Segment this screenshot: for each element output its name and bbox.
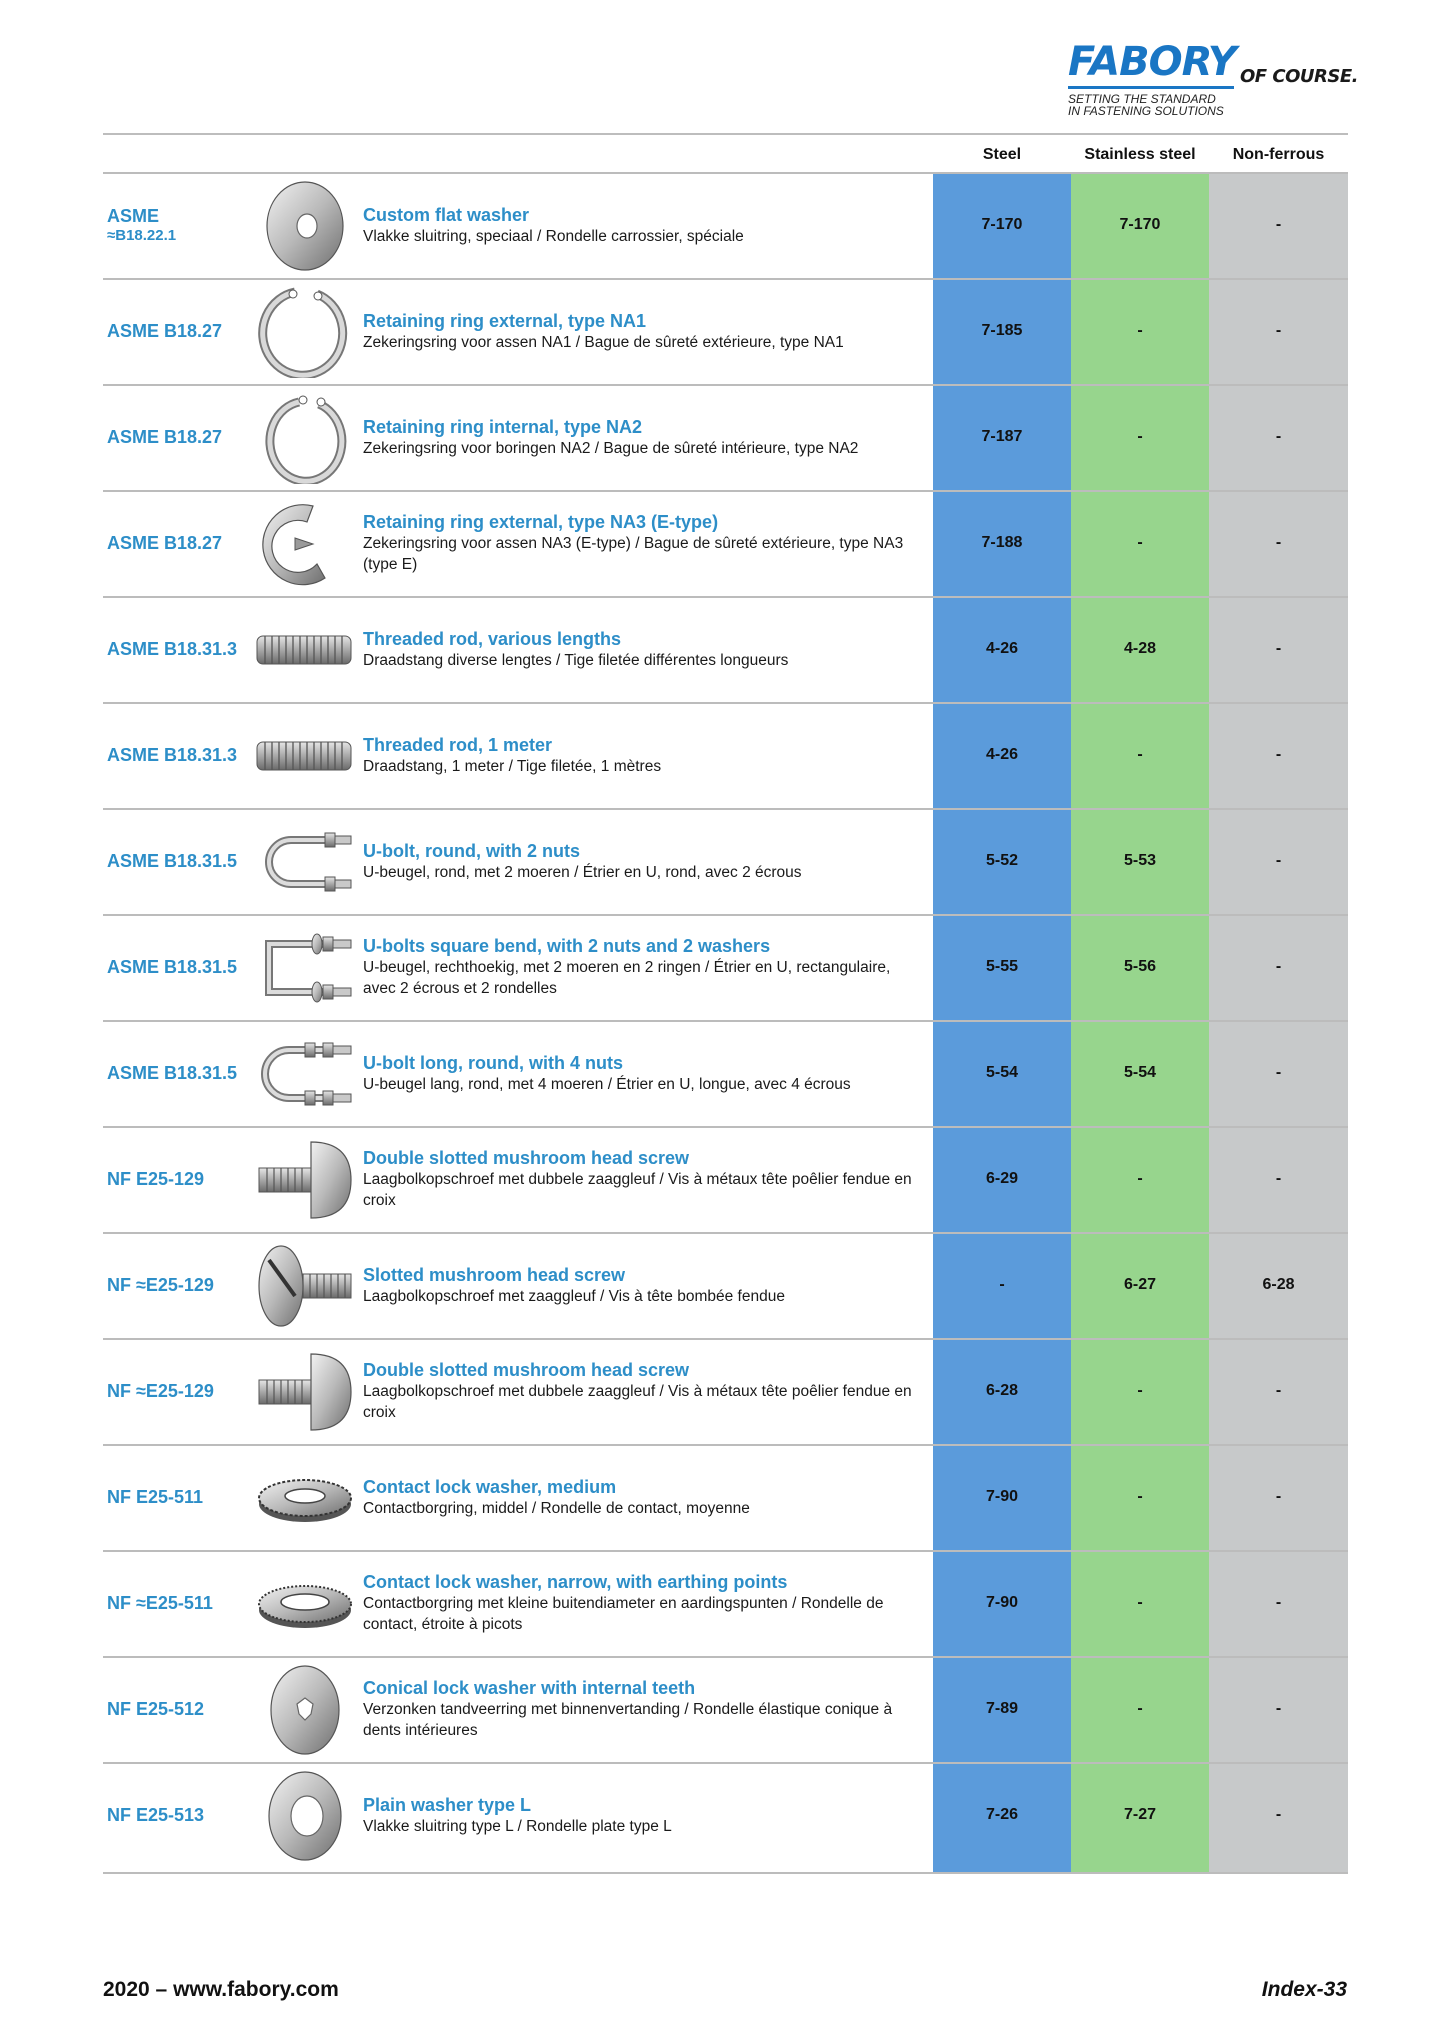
stainless-page-ref: - [1137,534,1143,551]
nonferrous-page-ref: - [1275,958,1282,975]
product-translation: U-beugel, rechthoekig, met 2 moeren en 2 ringen / Étrier en U, rectangulaire, avec 2 écrous et 2 rondelles [363,959,891,997]
steel-page-ref: 7-187 [981,428,1023,445]
table-row [103,1020,1348,1126]
standard-code: NF E25-129 [107,1169,205,1189]
plain-washer-icon [253,1770,357,1862]
product-title: Threaded rod, 1 meter [363,734,553,755]
logo-brand: FABORY [1068,39,1236,85]
standard-code: NF E25-511 [107,1487,204,1507]
product-translation: Contactborgring, middel / Rondelle de contact, moyenne [363,1499,750,1517]
stainless-page-ref: - [1137,1700,1143,1717]
nonferrous-page-ref: - [1275,534,1282,551]
nonferrous-page-ref: - [1275,746,1282,763]
stainless-page-ref: - [1137,1594,1143,1611]
nonferrous-page-ref: - [1275,852,1282,869]
table-row [103,1338,1348,1444]
column-header-nonferrous: Non-ferrous [1232,146,1325,163]
table-row [103,596,1348,702]
nonferrous-page-ref: - [1275,1594,1282,1611]
nonferrous-page-ref: - [1275,1382,1282,1399]
table-row [103,702,1348,808]
steel-page-ref: 6-29 [985,1170,1019,1187]
table-row [103,490,1348,596]
steel-page-ref: - [999,1276,1005,1293]
footer-year-url: 2020 – www.fabory.com [103,1978,339,2001]
stainless-page-ref: - [1137,1382,1143,1399]
product-index-table [103,133,1348,1874]
stainless-page-ref: 5-54 [1123,1064,1157,1081]
e-clip-icon [253,498,357,590]
standard-code: NF E25-512 [107,1699,205,1719]
product-translation: Zekeringsring voor boringen NA2 / Bague de sûreté intérieure, type NA2 [363,439,859,457]
standard-code: ASME B18.31.5 [107,851,238,871]
table-row [103,1126,1348,1232]
stainless-page-ref: 7-27 [1123,1806,1157,1823]
product-translation: Vlakke sluitring type L / Rondelle plate type L [363,1817,672,1835]
product-title: Retaining ring external, type NA1 [363,310,647,331]
contact-lock-washer-icon [253,1558,357,1650]
standard-code: ASME B18.27 [107,533,223,553]
product-translation: Laagbolkopschroef met zaaggleuf / Vis à tête bombée fendue [363,1287,785,1305]
nonferrous-page-ref: - [1275,428,1282,445]
logo-tagline-2: IN FASTENING SOLUTIONS [1068,104,1224,118]
steel-page-ref: 4-26 [985,640,1019,657]
table-row [103,1762,1348,1868]
steel-page-ref: 5-52 [985,852,1019,869]
product-translation: U-beugel lang, rond, met 4 moeren / Étrier en U, longue, avec 4 écrous [363,1075,851,1093]
table-row [103,914,1348,1020]
nonferrous-page-ref: - [1275,1488,1282,1505]
stainless-page-ref: 7-170 [1119,216,1161,233]
standard-code: NF E25-513 [107,1805,205,1825]
steel-page-ref: 7-90 [985,1594,1019,1611]
standard-code: ASME B18.31.5 [107,957,238,977]
fabory-logo [1068,40,1368,120]
steel-page-ref: 6-28 [985,1382,1019,1399]
flat-washer-icon [253,180,357,272]
product-title: Retaining ring external, type NA3 (E-type) [363,512,719,532]
table-row [103,808,1348,914]
product-title: Conical lock washer with internal teeth [363,1678,696,1698]
product-title: Double slotted mushroom head screw [363,1360,690,1380]
product-translation: Draadstang, 1 meter / Tige filetée, 1 mètres [363,757,662,775]
logo-tagline [1068,93,1224,117]
stainless-page-ref: - [1137,746,1143,763]
product-title: Contact lock washer, narrow, with earthing points [363,1572,788,1592]
standard-code: NF ≈E25-129 [107,1275,214,1295]
product-title: Slotted mushroom head screw [363,1264,626,1285]
product-translation: Contactborgring met kleine buitendiameter en aardingspunten / Rondelle de contact, étroite à picots [363,1595,884,1633]
product-translation: U-beugel, rond, met 2 moeren / Étrier en U, rond, avec 2 écrous [363,863,802,881]
retaining-ring-external-icon [253,286,357,378]
steel-page-ref: 7-185 [981,322,1023,339]
nonferrous-page-ref: 6-28 [1262,1276,1295,1293]
stainless-page-ref: 5-56 [1123,958,1157,975]
nonferrous-page-ref: - [1275,640,1282,657]
mushroom-head-screw-icon [253,1134,357,1226]
table-top-rule [103,133,1348,135]
nonferrous-page-ref: - [1275,1806,1282,1823]
retaining-ring-internal-icon [253,392,357,484]
standard-code: ASME B18.27 [107,321,223,341]
product-title: Threaded rod, various lengths [363,628,622,649]
product-translation: Draadstang diverse lengtes / Tige filetée différentes longueurs [363,651,789,669]
product-translation: Laagbolkopschroef met dubbele zaaggleuf / Vis à métaux tête poêlier fendue en croix [363,1383,912,1421]
steel-page-ref: 7-188 [981,534,1023,551]
slotted-mushroom-screw-icon [253,1240,357,1332]
steel-page-ref: 7-26 [985,1806,1019,1823]
table-row [103,1550,1348,1656]
standard-code: ASME B18.31.3 [107,745,238,765]
table-row [103,172,1348,278]
table-row [103,278,1348,384]
u-bolt-round-icon [253,816,357,908]
stainless-page-ref: - [1137,322,1143,339]
product-title: Plain washer type L [363,1794,532,1815]
steel-page-ref: 5-54 [985,1064,1019,1081]
table-row [103,1656,1348,1762]
conical-lock-washer-icon [253,1664,357,1756]
stainless-page-ref: 4-28 [1123,640,1157,657]
threaded-rod-icon [253,604,357,696]
product-translation: Vlakke sluitring, speciaal / Rondelle carrossier, spéciale [363,227,744,245]
u-bolt-long-icon [253,1028,357,1120]
logo-underline [1068,86,1234,89]
stainless-page-ref: - [1137,1488,1143,1505]
standard-code: NF ≈E25-129 [107,1381,214,1401]
nonferrous-page-ref: - [1275,1700,1282,1717]
product-title: U-bolt, round, with 2 nuts [363,840,580,861]
standard-code: ASME B18.31.3 [107,639,238,659]
product-title: U-bolt long, round, with 4 nuts [363,1052,623,1073]
stainless-page-ref: 5-53 [1123,852,1157,869]
stainless-page-ref: - [1137,1170,1143,1187]
standard-code: NF ≈E25-511 [107,1593,213,1613]
product-translation: Verzonken tandveerring met binnenvertanding / Rondelle élastique conique à dents intérieures [363,1701,893,1739]
nonferrous-page-ref: - [1275,322,1282,339]
nonferrous-page-ref: - [1275,1064,1282,1081]
column-header-stainless: Stainless steel [1084,146,1196,163]
steel-page-ref: 7-170 [981,216,1023,233]
steel-page-ref: 5-55 [985,958,1019,975]
table-row [103,1444,1348,1550]
contact-lock-washer-icon [253,1452,357,1544]
threaded-rod-icon [253,710,357,802]
table-row [103,1232,1348,1338]
table-bottom-rule [103,1872,1348,1874]
product-title: Contact lock washer, medium [363,1476,617,1497]
stainless-page-ref: - [1137,428,1143,445]
standard-code: ASME B18.31.5 [107,1063,238,1083]
logo-slogan: OF COURSE. [1240,66,1358,87]
mushroom-head-screw-icon [253,1346,357,1438]
product-title: U-bolts square bend, with 2 nuts and 2 washers [363,936,771,956]
steel-page-ref: 4-26 [985,746,1019,763]
column-header-steel: Steel [982,146,1022,163]
stainless-page-ref: 6-27 [1123,1276,1157,1293]
nonferrous-page-ref: - [1275,1170,1282,1187]
steel-page-ref: 7-89 [985,1700,1019,1717]
product-translation: Laagbolkopschroef met dubbele zaaggleuf / Vis à métaux tête poêlier fendue en croix [363,1171,912,1209]
product-title: Double slotted mushroom head screw [363,1148,690,1168]
product-title: Custom flat washer [363,204,530,225]
product-translation: Zekeringsring voor assen NA1 / Bague de sûreté extérieure, type NA1 [363,333,844,351]
footer-page-number: Index-33 [1261,1978,1347,2001]
standard-code: ASME B18.27 [107,427,223,447]
nonferrous-page-ref: - [1275,216,1282,233]
product-title: Retaining ring internal, type NA2 [363,416,643,437]
u-bolt-square-icon [253,922,357,1014]
standard-code: ASME ≈B18.22.1 [107,206,177,244]
table-row [103,384,1348,490]
product-translation: Zekeringsring voor assen NA3 (E-type) / Bague de sûreté extérieure, type NA3 (type E) [363,535,904,573]
logo-tagline-1: SETTING THE STANDARD [1068,92,1216,106]
steel-page-ref: 7-90 [985,1488,1019,1505]
